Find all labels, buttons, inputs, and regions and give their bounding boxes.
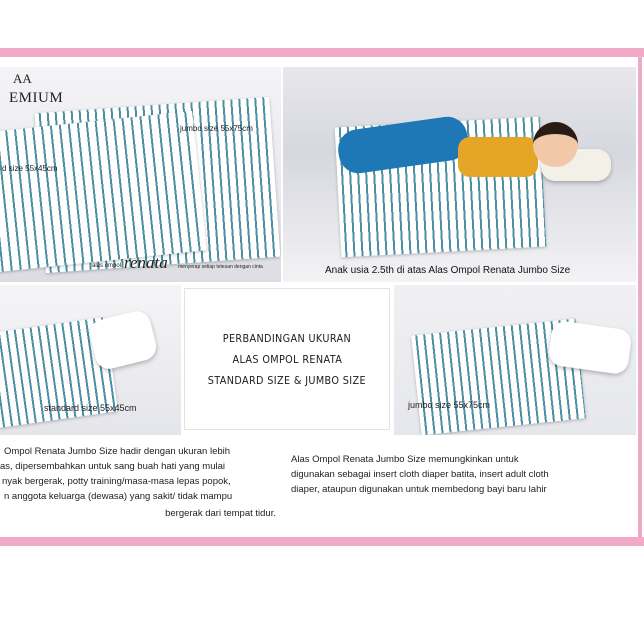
description-left-line-3: nyak bergerak, potty training/masa-masa lepas popok, (2, 476, 231, 487)
description-left-line-1: Ompol Renata Jumbo Size hadir dengan ukuran lebih (4, 446, 231, 457)
description-right-line-2: digunakan sebagai insert cloth diaper batita, insert adult cloth (291, 469, 549, 480)
child-shirt (458, 137, 538, 177)
photo-size-comparison (0, 67, 281, 282)
brand-line-2: EMIUM (9, 90, 64, 106)
jumbo-size-caption: jumbo size 55x75cm (408, 400, 491, 410)
standard-size-caption: standard size 55x45cm (44, 403, 137, 413)
description-right-line-3: diaper, ataupun digunakan untuk membedong bayi baru lahir (291, 484, 547, 495)
photo2-caption: Anak usia 2.5th di atas Alas Ompol Renata Jumbo Size (325, 265, 571, 276)
top-pink-border (0, 48, 644, 57)
bottom-pink-border (0, 537, 644, 546)
jumbo-size-label: jumbo size 55x75cm (180, 124, 253, 133)
photo-standard-size (0, 285, 181, 435)
photo-jumbo-size (394, 285, 636, 435)
renata-logo: renata (124, 253, 168, 272)
logo-prefix: alas ompol (92, 263, 122, 269)
description-right-line-1: Alas Ompol Renata Jumbo Size memungkinkan untuk (291, 454, 519, 465)
standard-mat (0, 111, 207, 273)
description-left-line-2: as, dipersembahkan untuk sang buah hati yang mulai (0, 461, 225, 472)
description-left-line-4: n anggota keluarga (dewasa) yang sakit/ tidak mampu (4, 491, 233, 502)
logo-tagline: menyerap setiap tetesan dengan cinta (178, 264, 263, 270)
child-head (533, 122, 578, 167)
brand-line-1: AA (13, 71, 32, 86)
title-line-3: STANDARD SIZE & JUMBO SIZE (207, 373, 367, 387)
title-line-2: ALAS OMPOL RENATA (232, 352, 342, 366)
photo-child-on-mat (283, 67, 636, 282)
title-line-1: PERBANDINGAN UKURAN (222, 331, 352, 345)
description-left-line-5: bergerak dari tempat tidur. (165, 508, 276, 519)
standard-size-label: d size 55x45cm (2, 164, 58, 173)
comparison-title-box (185, 289, 389, 429)
